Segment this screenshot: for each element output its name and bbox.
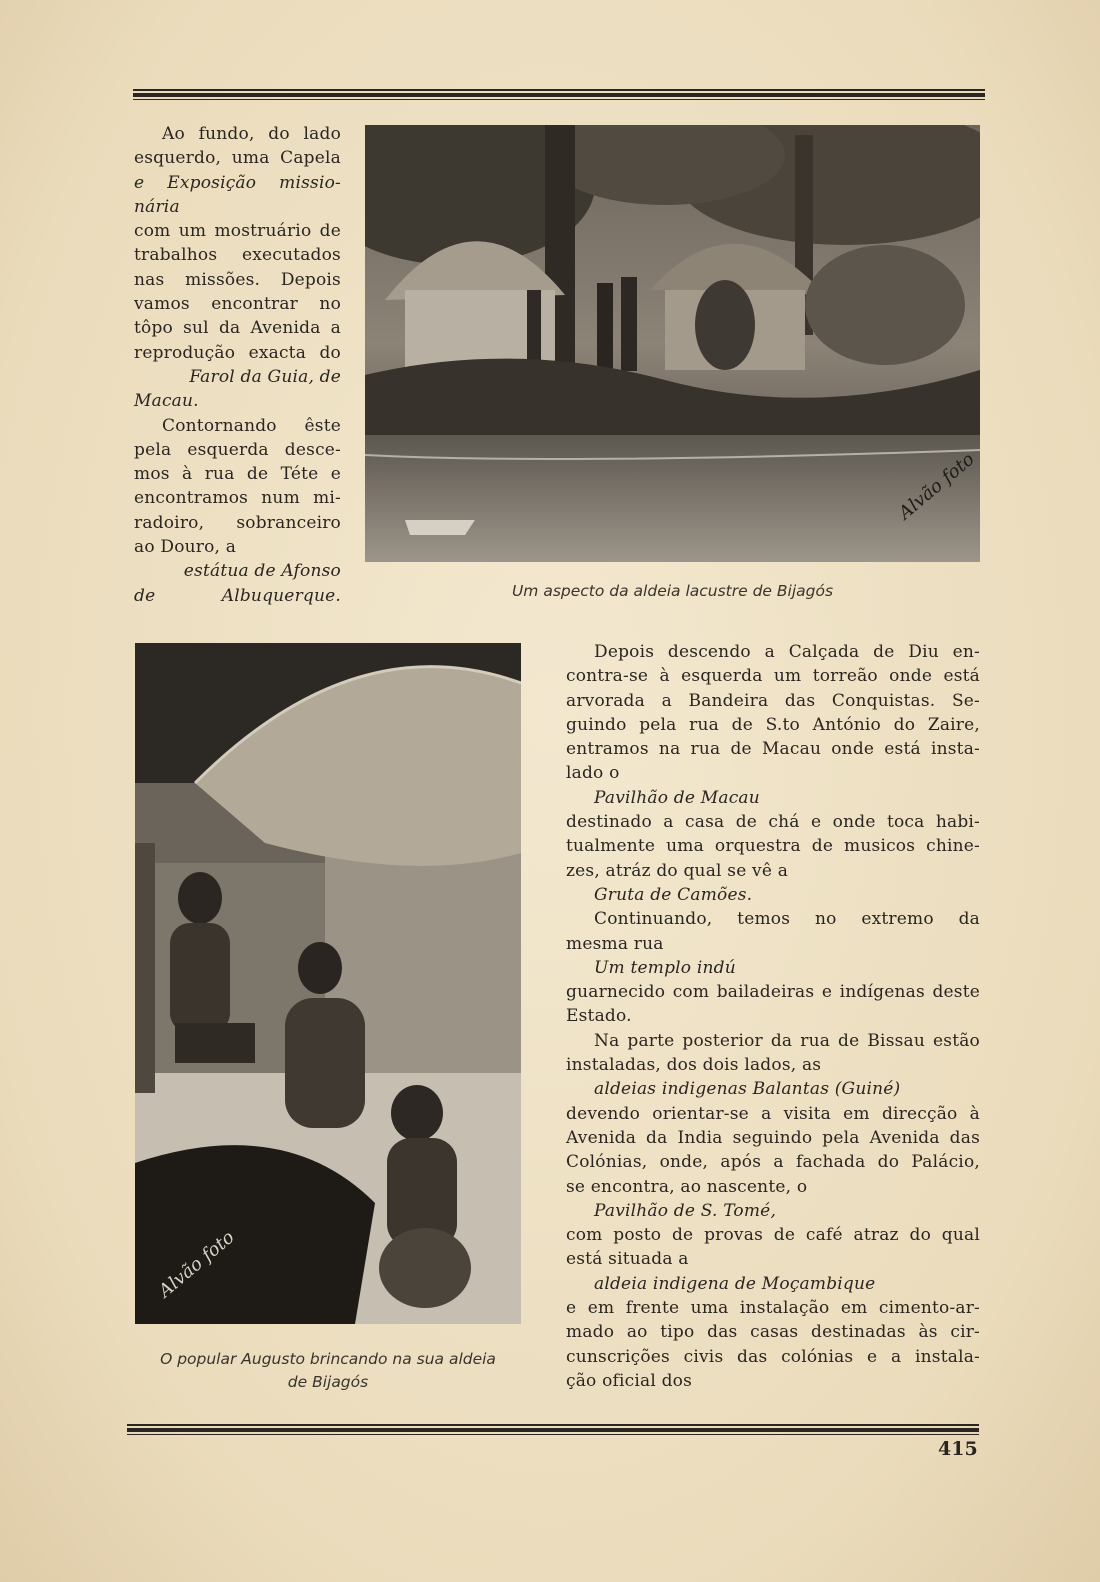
right-column-line: Pavilhão de Macau — [594, 787, 760, 808]
right-column-line: com posto de provas de café atraz do qual — [566, 1225, 980, 1246]
caption-left-line2: de Bijagós — [287, 1373, 369, 1391]
lake-village-photo — [365, 125, 980, 562]
right-column-line: Continuando, temos no extremo da — [594, 909, 980, 930]
right-column-line: mado ao tipo das casas destinadas às cir- — [566, 1322, 980, 1343]
left-column-line: encontramos num mi- — [134, 488, 341, 509]
right-column-line: lado o — [566, 763, 620, 784]
left-column-line: de Albuquerque. — [134, 585, 341, 606]
right-column-line: tualmente uma orquestra de musicos chine- — [566, 836, 980, 857]
right-column-line: e em frente uma instalação em cimento-ar- — [566, 1298, 980, 1319]
left-column-line: pela esquerda desce- — [134, 439, 341, 460]
right-column-line: Colónias, onde, após a fachada do Palácio, — [566, 1152, 980, 1173]
right-column-line: entramos na rua de Macau onde está insta- — [566, 739, 980, 760]
left-column-line: radoiro, sobranceiro — [134, 512, 341, 533]
right-column-line: Na parte posterior da rua de Bissau estão — [594, 1030, 980, 1051]
bottom-rule — [127, 1424, 979, 1435]
right-column-line: Avenida da India seguindo pela Avenida das — [566, 1127, 980, 1148]
right-column-line: arvorada a Bandeira das Conquistas. Se- — [566, 690, 980, 711]
right-column-line: Depois descendo a Calçada de Diu en- — [594, 642, 980, 662]
left-column-line: nas missões. Depois — [134, 269, 341, 290]
left-column-line: Contornando êste — [162, 415, 341, 436]
caption-top: Um aspecto da aldeia lacustre de Bijagós — [511, 582, 834, 600]
top-rule — [133, 89, 985, 100]
page-number: 415 — [938, 1438, 978, 1460]
left-column-line: Ao fundo, do lado — [162, 124, 341, 144]
right-column-line: aldeia indigena de Moçambique — [594, 1273, 876, 1294]
left-column-line: trabalhos executados — [134, 245, 341, 266]
right-column-line: zes, atráz do qual se vê a — [566, 860, 789, 881]
right-column-line: Um templo indú — [594, 957, 736, 978]
right-column-line: cunscrições civis das colónias e a instala- — [566, 1346, 980, 1367]
photo-signature-top: Alvão foto — [894, 448, 979, 524]
caption-left — [135, 1348, 521, 1394]
left-text-column — [134, 122, 341, 608]
right-column-line: destinado a casa de chá e onde toca habi- — [566, 812, 980, 833]
photo-signature-left: Alvão foto — [154, 1226, 239, 1302]
right-column-line: mesma rua — [566, 933, 664, 954]
right-column-line: se encontra, ao nascente, o — [566, 1176, 808, 1197]
left-column-line: esquerdo, uma Capela — [134, 148, 341, 169]
left-column-line: nária — [134, 196, 180, 217]
right-column-line: está situada a — [566, 1249, 689, 1270]
left-column-line: Farol da Guia, de — [189, 366, 341, 387]
right-column-line: guindo pela rua de S.to António do Zaire, — [566, 714, 980, 735]
left-column-line: e Exposição missio- — [134, 172, 341, 193]
right-column-line: instaladas, dos dois lados, as — [566, 1055, 822, 1076]
left-column-line: reprodução exacta do — [134, 342, 341, 363]
right-column-line: contra-se à esquerda um torreão onde está — [566, 666, 980, 687]
left-column-line: vamos encontrar no — [134, 294, 341, 315]
right-column-line: Estado. — [566, 1006, 632, 1027]
augusto-village-photo — [135, 643, 521, 1324]
right-column-line: ção oficial dos — [566, 1370, 693, 1391]
right-column-line: aldeias indigenas Balantas (Guiné) — [594, 1079, 901, 1100]
left-column-line: com um mostruário de — [134, 221, 341, 242]
left-column-line: tôpo sul da Avenida a — [134, 318, 341, 339]
right-column-line: devendo orientar-se a visita em direcção à — [566, 1103, 980, 1124]
right-column-line: Pavilhão de S. Tomé, — [594, 1200, 777, 1221]
right-column-line: Gruta de Camões. — [594, 884, 753, 905]
left-column-line: mos à rua de Téte e — [134, 464, 341, 485]
right-text-column — [566, 640, 980, 1393]
left-column-line: estátua de Afonso — [183, 561, 341, 582]
right-column-line: guarnecido com bailadeiras e indígenas deste — [566, 982, 980, 1003]
left-column-line: ao Douro, a — [134, 537, 237, 558]
left-column-line: Macau. — [134, 391, 199, 412]
caption-left-line1: O popular Augusto brincando na sua aldeia — [160, 1350, 496, 1368]
